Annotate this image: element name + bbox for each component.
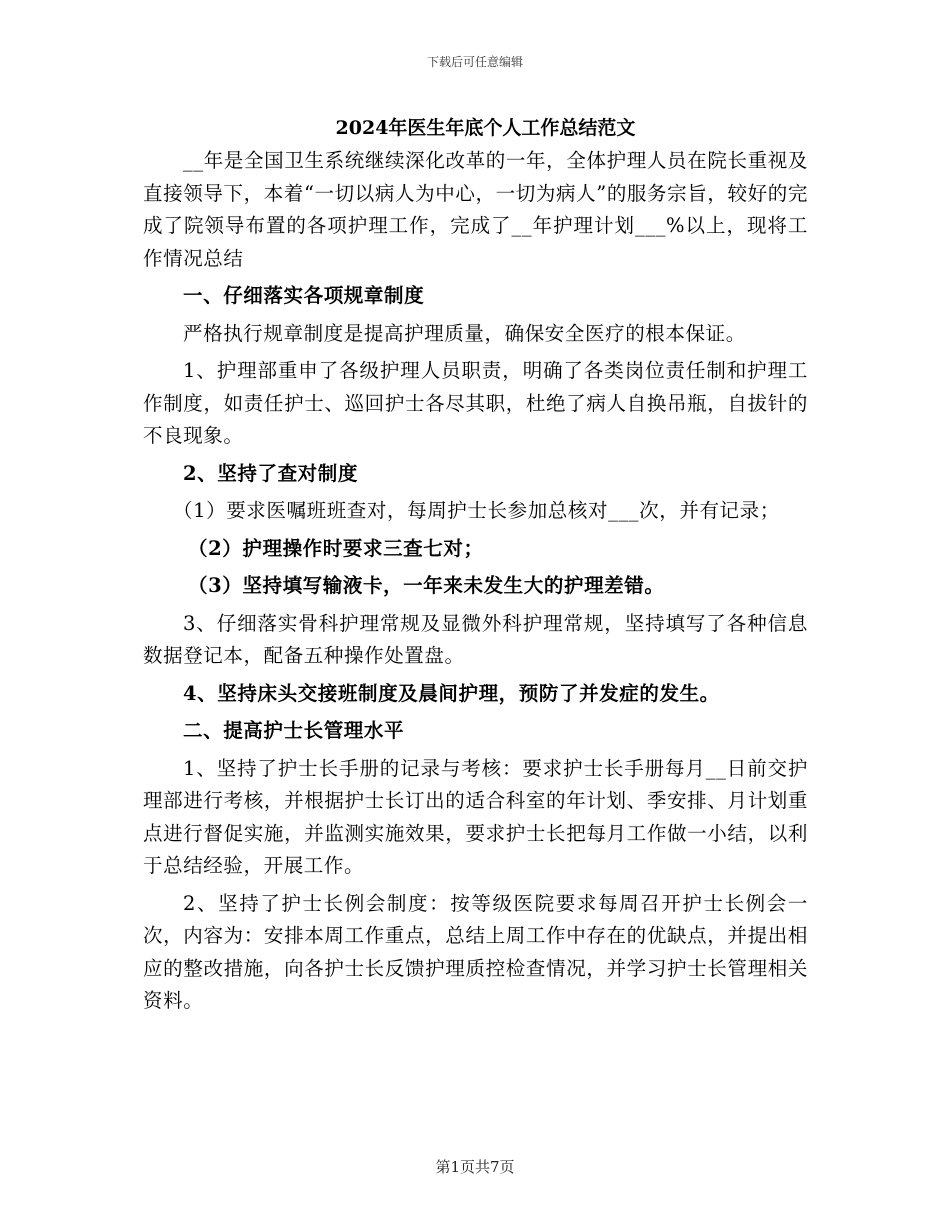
section2-item1: 1、坚持了护士长手册的记录与考核：要求护士长手册每月__日前交护理部进行考核，并根据护士长订出的适合科室的年计划、季安排、月计划重点进行督促实施，并监测实施效果，要求护士长把每月工作做一小结，以利于总结经验，开展工作。: [143, 756, 808, 877]
item2-sub3: （3）坚持填写输液卡，一年来未发生大的护理差错。: [188, 574, 665, 597]
section2-item2: 2、坚持了护士长例会制度：按等级医院要求每周召开护士长例会一次，内容为：安排本周工作重点，总结上周工作中存在的优缺点，并提出相应的整改措施，向各护士长反馈护理质控检查情况，并学习护士长管理相关资料。: [143, 891, 808, 1012]
item2-heading: 2、坚持了查对制度: [183, 461, 358, 485]
item2-sub2: （2）护理操作时要求三查七对；: [188, 536, 484, 560]
intro-paragraph: __年是全国卫生系统继续深化改革的一年，全体护理人员在院长重视及直接领导下，本着“一切以病人为中心，一切为病人”的服务宗旨，较好的完成了院领导布置的各项护理工作，完成了__年护理计划___%以上，现将工作情况总结: [143, 149, 808, 270]
item1-paragraph: 1、护理部重申了各级护理人员职责，明确了各类岗位责任制和护理工作制度，如责任护士、巡回护士各尽其职，杜绝了病人自换吊瓶，自拔针的不良现象。: [143, 359, 808, 447]
section2-heading: 二、提高护士长管理水平: [183, 719, 405, 742]
document-body: [143, 113, 808, 1018]
item3-paragraph: 3、仔细落实骨科护理常规及显微外科护理常规，坚持填写了各种信息数据登记本，配备五种操作处置盘。: [143, 611, 808, 667]
item2-sub1: （1）要求医嘱班班查对，每周护士长参加总核对___次，并有记录；: [173, 499, 780, 522]
document-title: 2024年医生年底个人工作总结范文: [335, 117, 636, 139]
section1-heading: 一、仔细落实各项规章制度: [183, 284, 425, 307]
section1-intro: 严格执行规章制度是提高护理质量，确保安全医疗的根本保证。: [183, 321, 746, 345]
header-note: 下载后可任意编辑: [426, 55, 523, 69]
page-number: 第1页共7页: [435, 1158, 515, 1176]
item4-heading: 4、坚持床头交接班制度及晨间护理，预防了并发症的发生。: [183, 681, 720, 705]
